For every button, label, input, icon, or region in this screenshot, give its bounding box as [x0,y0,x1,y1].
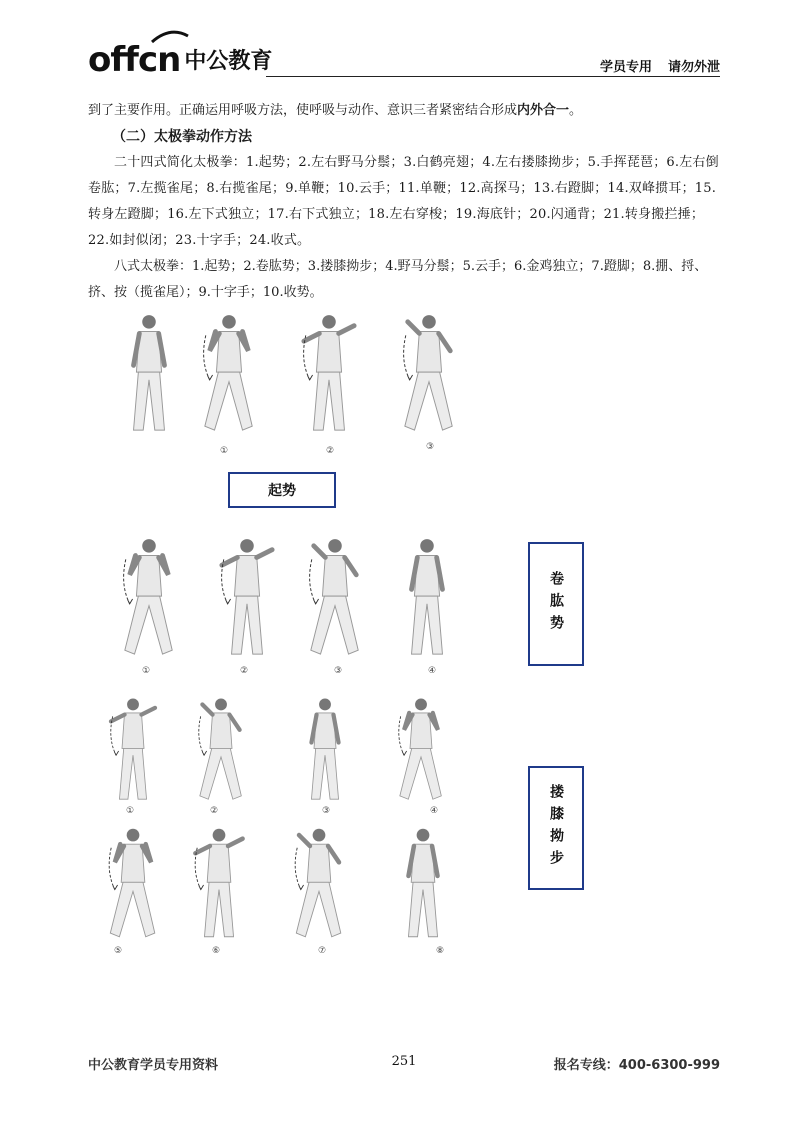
footer-source: 中公教育学员专用资料 [88,1058,219,1073]
label-qishi: 起势 [228,472,336,508]
figure-number: ③ [426,442,435,452]
label-louxi: 搂膝拗步 [528,766,584,890]
figure-number: ⑦ [318,946,327,956]
logo-arc-icon [150,30,190,44]
figure-juangong-3 [306,534,364,664]
figure-louxi-2 [186,696,256,806]
paragraph-intro [88,98,720,124]
figure-number: ① [126,806,135,816]
figure-number: ④ [430,806,439,816]
p1-end: 。 [569,103,583,118]
figure-juangong-2 [218,534,276,664]
offcn-logo [88,38,272,78]
page-header [88,30,720,80]
label-juangong: 卷肱势 [528,542,584,666]
figure-juangong-4 [398,534,456,664]
figure-number: ⑧ [436,946,445,956]
figure-number: ④ [428,666,437,676]
page-number: 251 [391,1054,417,1069]
figure-number: ② [326,446,335,456]
section-heading: （二）太极拳动作方法 [112,129,252,145]
figure-number: ③ [322,806,331,816]
header-tags [600,56,720,75]
figure-qishi-4 [400,310,458,440]
figure-number: ① [142,666,151,676]
tag-student-only: 学员专用 [599,60,652,75]
figure-louxi-5 [96,826,170,944]
paragraph-24-form: 二十四式简化太极拳：1.起势；2.左右野马分鬃；3.白鹤亮翅；4.左右搂膝拗步；5.手挥琵琶；6.左右倒卷肱；7.左揽雀尾；8.右揽雀尾；9.单鞭；10.云手；11.单鞭；12.高探马；13.右蹬脚；14.双峰掼耳；15.转身左蹬脚；16.左下式独立；17.右下式独立；18.左右穿梭；19.海底针；20.闪通背；21.转身搬拦捶；22.如封似闭；23.十字手；24.收式。 [88,155,719,248]
figure-number: ② [210,806,219,816]
figure-juangong-1 [120,534,178,664]
p1-text: 到了主要作用。正确运用呼吸方法，使呼吸与动作、意识三者紧密结合形成 [88,103,518,118]
footer-hotline: 报名专线：400-6300-999 [553,1058,720,1073]
figure-louxi-8 [386,826,460,944]
logo-latin-text: offcn [88,40,181,80]
page-footer [88,1054,720,1074]
figure-louxi-1 [98,696,168,806]
figure-louxi-6 [182,826,256,944]
figure-number: ⑤ [114,946,123,956]
figure-number: ② [240,666,249,676]
figure-louxi-4 [386,696,456,806]
logo-chinese-text: 中公教育 [184,49,273,74]
figure-number: ③ [334,666,343,676]
figure-qishi-1 [120,310,178,440]
header-rule [266,76,720,77]
figure-number: ① [220,446,229,456]
figure-qishi-2 [200,310,258,440]
figure-number: ⑥ [212,946,221,956]
paragraph-8-form: 八式太极拳：1.起势；2.卷肱势；3.搂膝拗步；4.野马分鬃；5.云手；6.金鸡独立；7.蹬脚；8.掤、捋、挤、按（揽雀尾）；9.十字手；10.收势。 [88,259,708,300]
p1-bold-term: 内外合一 [517,103,570,118]
figure-qishi-3 [300,310,358,440]
figure-louxi-7 [282,826,356,944]
figure-louxi-3 [290,696,360,806]
tag-confidential: 请勿外泄 [667,60,720,75]
